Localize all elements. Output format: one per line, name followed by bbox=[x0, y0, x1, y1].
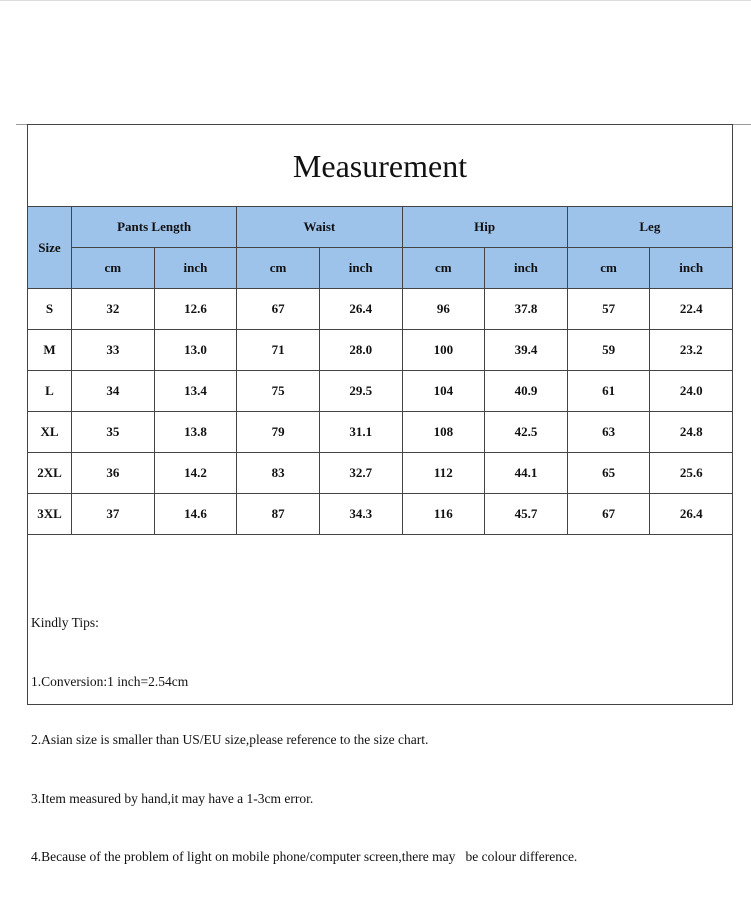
header-group-row bbox=[28, 207, 733, 248]
table-row bbox=[28, 330, 733, 371]
tip-item: 2.Asian size is smaller than US/EU size,please reference to the size chart. bbox=[31, 732, 429, 747]
value-cell: 13.8 bbox=[154, 412, 237, 453]
value-cell: 24.8 bbox=[650, 412, 733, 453]
size-cell: L bbox=[28, 371, 72, 412]
value-cell: 39.4 bbox=[485, 330, 568, 371]
table-row bbox=[28, 289, 733, 330]
value-cell: 34 bbox=[72, 371, 155, 412]
value-cell: 112 bbox=[402, 453, 485, 494]
size-header: Size bbox=[28, 207, 72, 289]
value-cell: 29.5 bbox=[319, 371, 402, 412]
table-row bbox=[28, 453, 733, 494]
value-cell: 40.9 bbox=[485, 371, 568, 412]
value-cell: 32.7 bbox=[319, 453, 402, 494]
value-cell: 24.0 bbox=[650, 371, 733, 412]
tip-item: 3.Item measured by hand,it may have a 1-3cm error. bbox=[31, 790, 314, 806]
value-cell: 79 bbox=[237, 412, 320, 453]
group-header-hip: Hip bbox=[402, 207, 567, 248]
value-cell: 61 bbox=[567, 371, 650, 412]
unit-header: inch bbox=[650, 248, 733, 289]
size-cell: 2XL bbox=[28, 453, 72, 494]
value-cell: 26.4 bbox=[650, 494, 733, 535]
value-cell: 23.2 bbox=[650, 330, 733, 371]
unit-header: cm bbox=[72, 248, 155, 289]
size-cell: 3XL bbox=[28, 494, 72, 535]
value-cell: 42.5 bbox=[485, 412, 568, 453]
frame-rule-left bbox=[16, 124, 27, 125]
group-header-leg: Leg bbox=[567, 207, 732, 248]
value-cell: 13.0 bbox=[154, 330, 237, 371]
value-cell: 12.6 bbox=[154, 289, 237, 330]
top-rule bbox=[0, 0, 751, 1]
value-cell: 26.4 bbox=[319, 289, 402, 330]
value-cell: 28.0 bbox=[319, 330, 402, 371]
page-title: Measurement bbox=[292, 147, 468, 184]
size-cell: XL bbox=[28, 412, 72, 453]
value-cell: 116 bbox=[402, 494, 485, 535]
value-cell: 96 bbox=[402, 289, 485, 330]
value-cell: 13.4 bbox=[154, 371, 237, 412]
value-cell: 44.1 bbox=[485, 453, 568, 494]
tips-heading: Kindly Tips: bbox=[31, 615, 99, 630]
kindly-tips bbox=[31, 574, 731, 906]
table-row bbox=[28, 371, 733, 412]
value-cell: 31.1 bbox=[319, 412, 402, 453]
measurement-card bbox=[27, 124, 733, 864]
header-unit-row bbox=[28, 248, 733, 289]
value-cell: 65 bbox=[567, 453, 650, 494]
value-cell: 59 bbox=[567, 330, 650, 371]
group-header-waist: Waist bbox=[237, 207, 402, 248]
value-cell: 34.3 bbox=[319, 494, 402, 535]
value-cell: 14.2 bbox=[154, 453, 237, 494]
table-row bbox=[28, 494, 733, 535]
group-header-pants-length: Pants Length bbox=[72, 207, 237, 248]
value-cell: 25.6 bbox=[650, 453, 733, 494]
value-cell: 83 bbox=[237, 453, 320, 494]
value-cell: 63 bbox=[567, 412, 650, 453]
value-cell: 100 bbox=[402, 330, 485, 371]
tip-item: 4.Because of the problem of light on mobile phone/computer screen,there may be colour difference. bbox=[31, 849, 578, 864]
unit-header: cm bbox=[402, 248, 485, 289]
table-row bbox=[28, 412, 733, 453]
value-cell: 104 bbox=[402, 371, 485, 412]
size-table bbox=[27, 206, 733, 535]
unit-header: inch bbox=[319, 248, 402, 289]
value-cell: 45.7 bbox=[485, 494, 568, 535]
unit-header: inch bbox=[154, 248, 237, 289]
value-cell: 75 bbox=[237, 371, 320, 412]
value-cell: 37.8 bbox=[485, 289, 568, 330]
frame-rule-right bbox=[732, 124, 751, 125]
value-cell: 67 bbox=[567, 494, 650, 535]
value-cell: 108 bbox=[402, 412, 485, 453]
size-cell: S bbox=[28, 289, 72, 330]
value-cell: 14.6 bbox=[154, 494, 237, 535]
table-body bbox=[28, 289, 733, 535]
value-cell: 33 bbox=[72, 330, 155, 371]
value-cell: 67 bbox=[237, 289, 320, 330]
value-cell: 35 bbox=[72, 412, 155, 453]
value-cell: 57 bbox=[567, 289, 650, 330]
unit-header: inch bbox=[485, 248, 568, 289]
value-cell: 32 bbox=[72, 289, 155, 330]
unit-header: cm bbox=[567, 248, 650, 289]
value-cell: 22.4 bbox=[650, 289, 733, 330]
value-cell: 87 bbox=[237, 494, 320, 535]
tip-item: 1.Conversion:1 inch=2.54cm bbox=[31, 673, 189, 689]
value-cell: 37 bbox=[72, 494, 155, 535]
size-cell: M bbox=[28, 330, 72, 371]
unit-header: cm bbox=[237, 248, 320, 289]
value-cell: 71 bbox=[237, 330, 320, 371]
value-cell: 36 bbox=[72, 453, 155, 494]
